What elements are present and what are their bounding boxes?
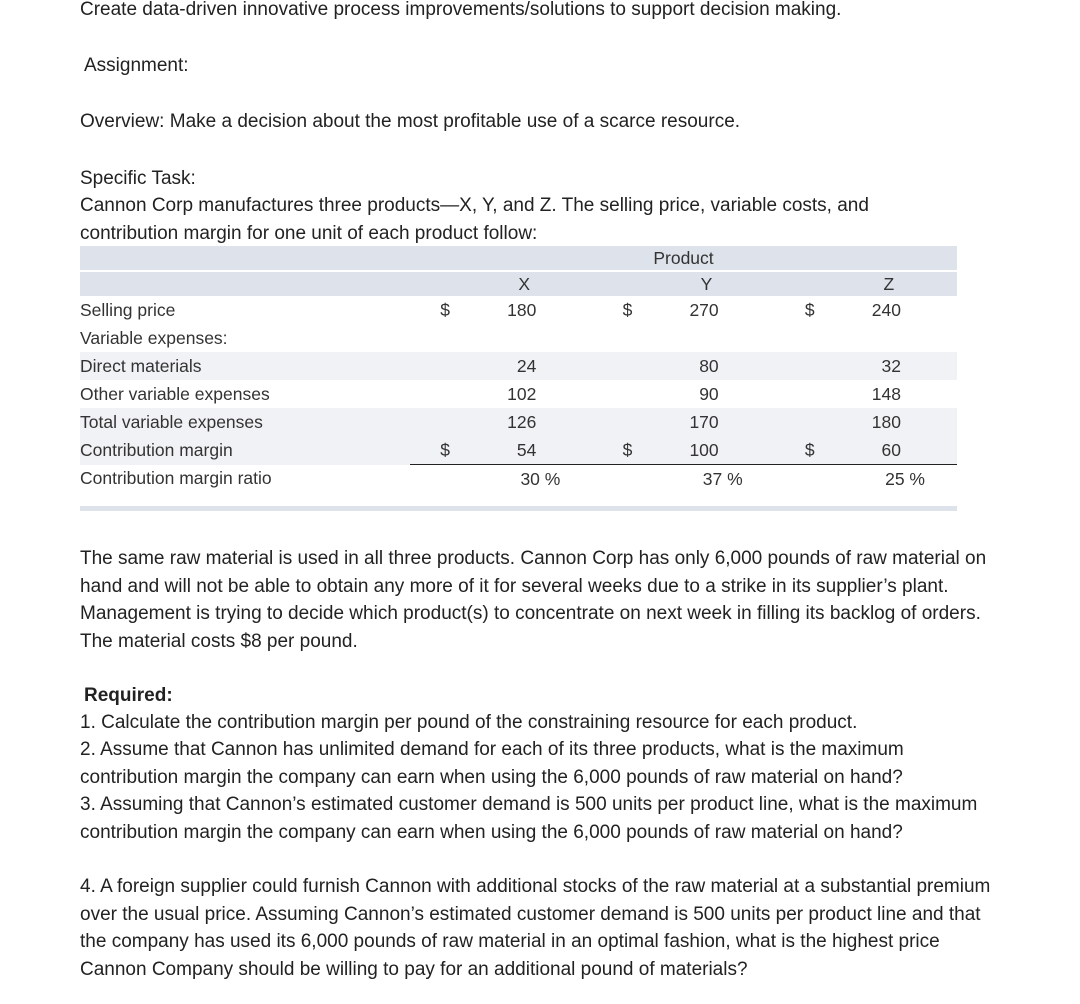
table-row xyxy=(80,408,957,436)
question-3: 3. Assuming that Cannon’s estimated customer demand is 500 units per product line, what is the maximum contribution margin the company can earn when using the 6,000 pounds of raw material on hand? xyxy=(80,794,978,843)
row-label: Variable expenses: xyxy=(80,327,228,348)
cell-value: 170 xyxy=(638,408,774,436)
col-header-x: X xyxy=(456,271,592,296)
product-group-header: Product xyxy=(80,246,957,271)
intro-text: Cannon Corp manufactures three products—X, Y, and Z. The selling price, variable costs, and contribution margin for one unit of each product follow: xyxy=(80,195,869,244)
cell-value: 270 xyxy=(689,299,719,320)
dollar-sign xyxy=(775,380,821,408)
question-1: 1. Calculate the contribution margin per pound of the constraining resource for each product. xyxy=(80,712,858,733)
row-label: Contribution margin xyxy=(80,436,410,465)
table-row xyxy=(80,380,957,408)
scenario-paragraph: The same raw material is used in all three products. Cannon Corp has only 6,000 pounds of raw material on hand and will not be able to obtain any more of it for several weeks due to a strike in its supplier’s plant. Management is trying to decide which product(s) to concentrate on next week in filling its backlog of orders. The material costs $8 per pound. xyxy=(80,548,987,652)
row-label: Selling price xyxy=(80,299,176,320)
dollar-sign xyxy=(410,465,456,494)
question-2: 2. Assume that Cannon has unlimited demand for each of its three products, what is the maximum contribution margin the company can earn when using the 6,000 pounds of raw material on hand? xyxy=(80,739,904,788)
cell-value: 54 xyxy=(456,436,592,465)
cell-value: 24 xyxy=(456,352,592,380)
row-label: Contribution margin ratio xyxy=(80,468,272,489)
cell-value: 30 % xyxy=(520,468,561,489)
col-header-y: Y xyxy=(638,271,774,296)
overview-text: Overview: Make a decision about the most profitable use of a scarce resource. xyxy=(80,111,741,132)
dollar-sign: $ xyxy=(440,299,450,320)
row-label: Total variable expenses xyxy=(80,408,410,436)
dollar-sign xyxy=(592,324,638,352)
assignment-heading: Assignment: xyxy=(84,55,189,76)
dollar-sign xyxy=(410,380,456,408)
cell-value: 25 % xyxy=(885,468,925,489)
question-4: 4. A foreign supplier could furnish Cannon with additional stocks of the raw material at a substantial premium over the usual price. Assuming Cannon’s estimated customer demand is 500 units per product line and that the company has used its 6,000 pounds of raw material in an optimal fashion, what is the highest price Cannon Company should be willing to pay for an additional pound of materials? xyxy=(80,876,991,980)
cell-value: 100 xyxy=(638,436,774,465)
dollar-sign xyxy=(775,352,821,380)
product-table xyxy=(80,246,957,493)
table-row xyxy=(80,352,957,380)
cell-value xyxy=(456,324,592,352)
required-heading: Required: xyxy=(84,685,173,706)
cell-value: 32 xyxy=(821,352,957,380)
table-divider xyxy=(80,506,957,511)
dollar-sign xyxy=(592,380,638,408)
dollar-sign xyxy=(592,465,638,494)
cell-value xyxy=(821,324,957,352)
table-row xyxy=(80,324,957,352)
table-row xyxy=(80,465,957,494)
cell-value: 60 xyxy=(821,436,957,465)
cell-value: 148 xyxy=(871,383,901,404)
dollar-sign xyxy=(410,408,456,436)
dollar-sign: $ xyxy=(775,436,821,465)
dollar-sign xyxy=(410,324,456,352)
dollar-sign xyxy=(592,352,638,380)
page-title: Create data-driven innovative process improvements/solutions to support decision making. xyxy=(80,0,842,20)
row-label: Direct materials xyxy=(80,352,410,380)
cell-value: 240 xyxy=(871,299,901,320)
cell-value: 180 xyxy=(821,408,957,436)
cell-value xyxy=(638,324,774,352)
cell-value: 90 xyxy=(699,383,719,404)
table-row xyxy=(80,296,957,324)
cell-value: 126 xyxy=(456,408,592,436)
dollar-sign xyxy=(592,408,638,436)
cell-value: 102 xyxy=(507,383,537,404)
row-label: Other variable expenses xyxy=(80,383,270,404)
table-row xyxy=(80,436,957,465)
dollar-sign xyxy=(775,408,821,436)
dollar-sign xyxy=(775,324,821,352)
dollar-sign: $ xyxy=(592,436,638,465)
specific-task-heading: Specific Task: xyxy=(80,168,196,189)
dollar-sign: $ xyxy=(622,299,633,320)
dollar-sign xyxy=(775,465,821,494)
cell-value: 180 xyxy=(507,299,537,320)
cell-value: 37 % xyxy=(702,468,743,489)
dollar-sign: $ xyxy=(804,299,815,320)
col-header-z: Z xyxy=(821,271,957,296)
dollar-sign xyxy=(410,352,456,380)
cell-value: 80 xyxy=(638,352,774,380)
dollar-sign: $ xyxy=(410,436,456,465)
